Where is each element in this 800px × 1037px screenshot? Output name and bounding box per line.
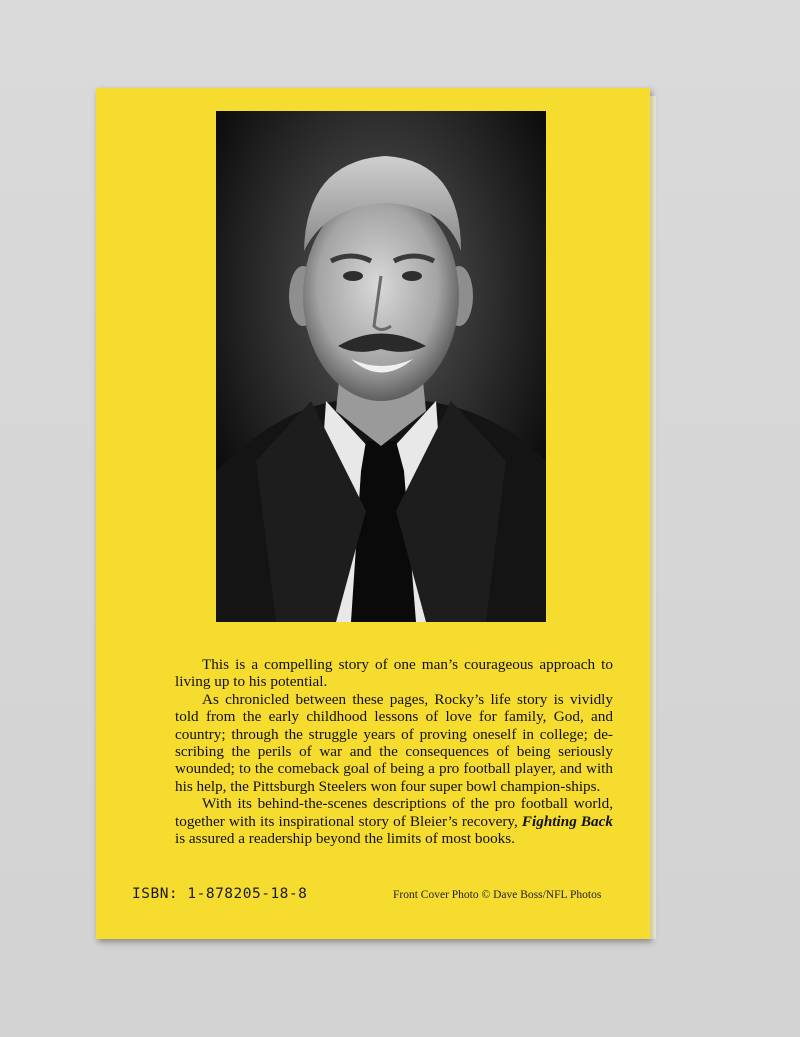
description-paragraph-2: As chronicled between these pages, Rocky’s life story is vividly told from the early childhood lessons of love for family, God, and country; through the struggle years of proving oneself in college; de-scribing the perils of war and the consequences of being seriously wounded; to the comeback goal of being a pro football player, and with his help, the Pittsburgh Steelers won four super bowl champion-ships. [175,690,613,795]
author-photo [216,111,546,622]
description-paragraph-3-start: With its behind-the-scenes descriptions of the pro football world, together with its inspirational story of Bleier’s recovery, [175,795,613,830]
description-paragraph-3 [175,795,613,847]
book-title: Fighting Back [521,812,613,830]
book-description [175,656,613,847]
description-paragraph-3-end: is assured a readership beyond the limits of most books. [175,830,515,848]
portrait-image [216,111,546,622]
book-back-cover [96,88,650,939]
photo-credit: Front Cover Photo © Dave Boss/NFL Photos [393,889,602,901]
description-paragraph-1: This is a compelling story of one man’s courageous approach to living up to his potential. [175,656,613,691]
isbn-number: ISBN: 1-878205-18-8 [132,886,308,902]
